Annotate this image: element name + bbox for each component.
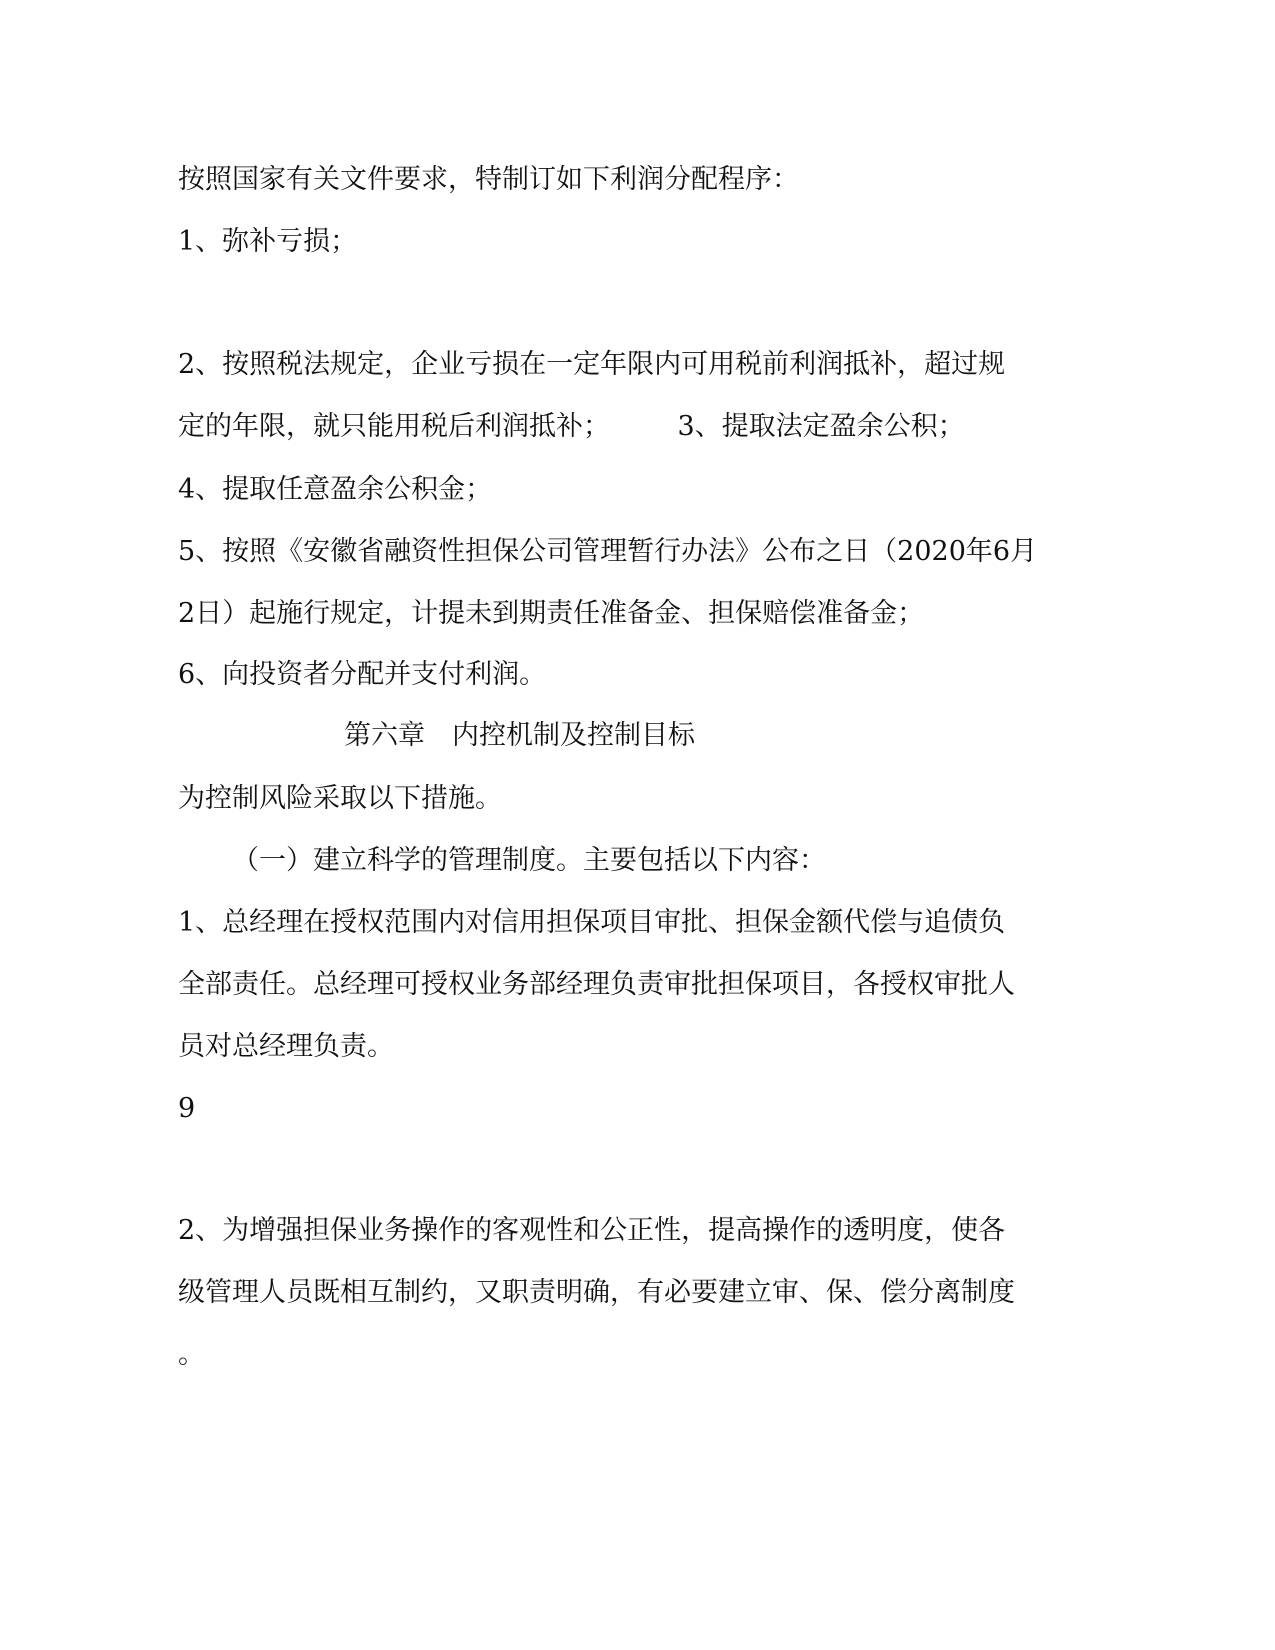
- list-item-4: 4、提取任意盈余公积金；: [178, 474, 493, 505]
- list-item-1: 1、弥补亏损；: [178, 226, 358, 257]
- item-2-line-3: 。: [178, 1339, 205, 1370]
- section-heading-1: （一）建立科学的管理制度。主要包括以下内容：: [232, 845, 826, 876]
- item-1-line-1: 1、总经理在授权范围内对信用担保项目审批、担保金额代偿与追债负: [178, 907, 1006, 938]
- page-number: 9: [178, 1093, 196, 1124]
- item-1-line-3: 员对总经理负责。: [178, 1031, 394, 1062]
- paragraph-intro: 按照国家有关文件要求，特制订如下利润分配程序：: [178, 164, 799, 195]
- item-1-line-2: 全部责任。总经理可授权业务部经理负责审批担保项目，各授权审批人: [178, 969, 1015, 1000]
- list-item-2-line-2: 定的年限，就只能用税后利润抵补； 3、提取法定盈余公积；: [178, 411, 965, 442]
- list-item-2-line-1: 2、按照税法规定，企业亏损在一定年限内可用税前利润抵补，超过规: [178, 349, 1006, 380]
- chapter-heading: 第六章 内控机制及控制目标: [344, 720, 695, 751]
- list-item-5-line-2: 2日）起施行规定，计提未到期责任准备金、担保赔偿准备金；: [178, 598, 925, 629]
- item-2-line-1: 2、为增强担保业务操作的客观性和公正性，提高操作的透明度，使各: [178, 1215, 1006, 1246]
- paragraph-risk-control: 为控制风险采取以下措施。: [178, 783, 502, 814]
- list-item-6: 6、向投资者分配并支付利润。: [178, 659, 547, 690]
- list-item-5-line-1: 5、按照《安徽省融资性担保公司管理暂行办法》公布之日（2020年6月: [178, 536, 1038, 567]
- item-2-line-2: 级管理人员既相互制约，又职责明确，有必要建立审、保、偿分离制度: [178, 1277, 1015, 1308]
